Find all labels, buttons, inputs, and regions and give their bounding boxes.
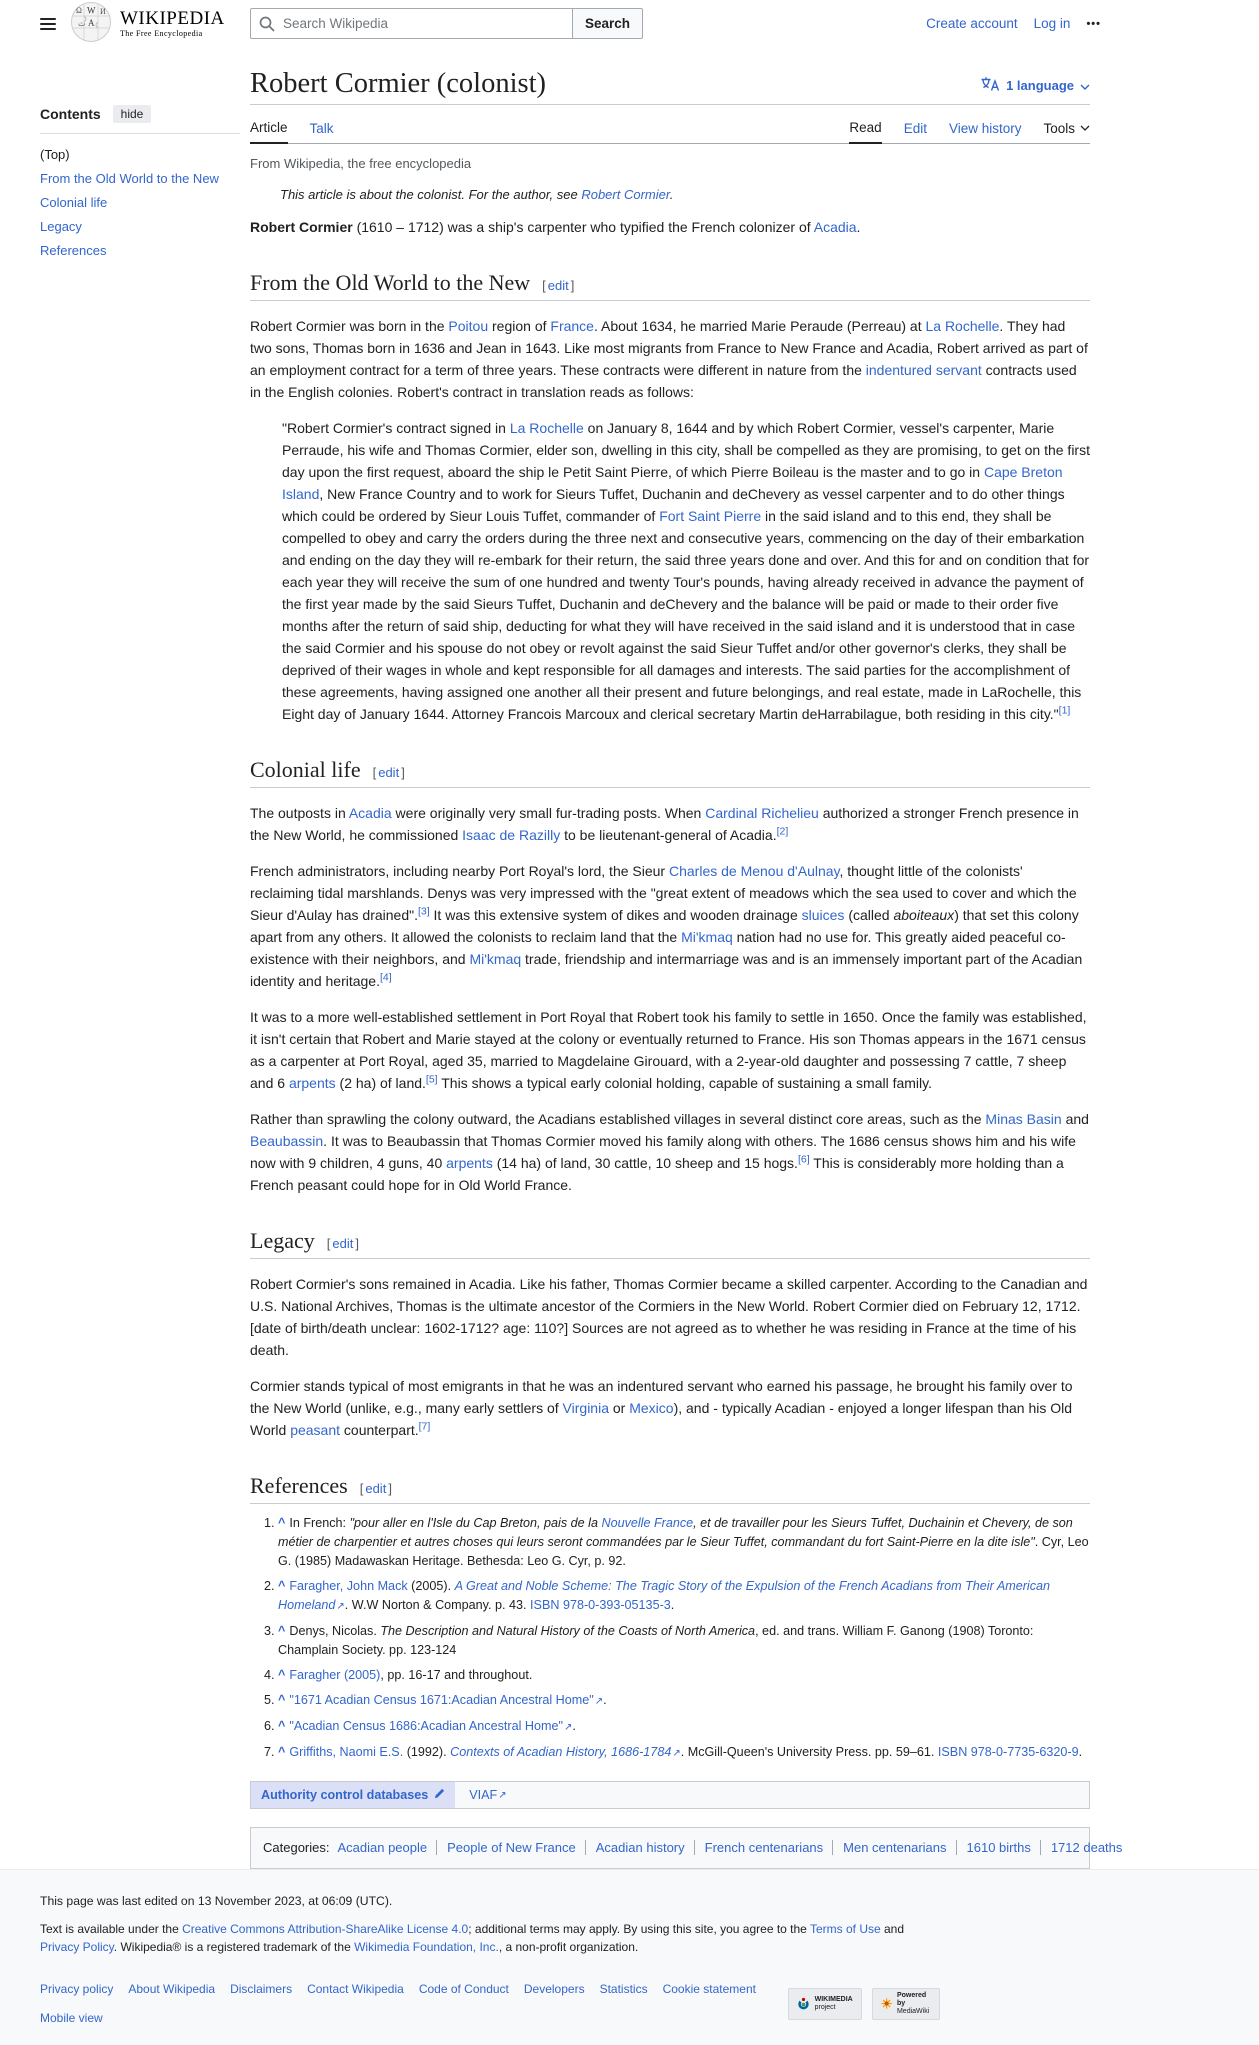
reference-item [278,1666,1090,1685]
footer-link-code-of-conduct[interactable]: Code of Conduct [418,1982,509,1997]
wiki-link[interactable]: Terms of Use [809,1922,881,1937]
paragraph [250,1375,1090,1441]
wiki-link[interactable]: Charles de Menou d'Aulnay [668,863,840,880]
wiki-link[interactable]: Acadia [813,219,857,236]
italic-text: , et de travailler pour les Sieurs Tuffet, Duchainin et Chevery, de son métier de charpentier et autres choses qui leurs seront commandées par le Sieur Tuffet, commandant du fort Saint-Pierre en la dite isle" [278,1516,1073,1550]
categories-label: Categories: [263,1840,330,1856]
create-account-link[interactable]: Create account [926,16,1018,31]
tab-talk[interactable] [310,113,334,143]
reference-sup [380,972,392,984]
wiki-link[interactable]: Cardinal Richelieu [705,805,819,822]
top-header [0,0,1259,47]
text-run: Denys, Nicolas. [289,1624,381,1639]
page-footer [0,1869,1259,2045]
jump-up-caret-link[interactable]: ^ [278,1624,286,1639]
wiki-link[interactable]: Griffiths, Naomi E.S. [289,1745,404,1760]
categories-box [250,1827,1123,1869]
authority-control-link[interactable]: Authority control databases [261,1788,429,1803]
text-run: in the said island and to this end, they shall be compelled to obey and carry the orders during the three next and consecutive years, commencing on the day of their embarkation and ending on the day they will re-embark for their return, the said three years done and over. And this for and on condition that for each year they will receive the sum of one hundred and twenty Tour's pounds, having already received in advance the payment of the first year made by the said Sieurs Tuffet, Duchanin and deChevery and the balance will be paid or made to their order five months after the return of said ship, deducting for what they will have received in the said island and it is understood that in case the said Cormier and his spouse do not obey or revolt against the said Sieur Tuffet and/or other governor's clerks, they shall be deprived of their wages in whole and kept responsible for all damages and interests. The said parties for the accomplishment of these agreements, having assigned one another all their present and future belongings, and real estate, made in LaRochelle, this Eight day of January 1644. Attorney Francois Marcoux and clerical secretary Martin deHarrabilague, both residing in this city." [282,508,1090,723]
text-run: , thought little of the colonists' reclaiming tidal marshlands. Denys was very impressed with the "great extent of meadows which the sea used to cover and which the Sieur d'Aulay has drained". [250,863,1077,924]
badge-line1: WIKIMEDIA [814,1995,853,2003]
text-run: . [1078,1745,1083,1760]
wiki-link[interactable]: A Great and Noble Scheme: The Tragic Story of the Expulsion of the French Acadians from Their American Homeland [278,1579,1051,1613]
italic-text: . [669,187,674,203]
wiki-link[interactable]: Acadia [348,805,392,822]
text-run: (14 ha) of land, 30 cattle, 10 sheep and 15 hogs. [492,1155,798,1172]
tab-label: Edit [903,120,927,136]
page-title: Robert Cormier (colonist) [250,68,547,99]
svg-text:И: И [100,7,106,16]
text-run: . [670,1598,675,1613]
text-run: Rather than sprawling the colony outward, the Acadians established villages in several distinct core areas, such as the [250,1111,986,1128]
category-link[interactable]: Men centenarians [832,1840,946,1855]
text-run: counterpart. [340,1422,419,1439]
footer-link-cookie-statement[interactable]: Cookie statement [662,1982,756,1997]
category-link[interactable]: Acadian people [337,1840,428,1856]
text-run: . About 1634, he married Marie Peraude (Perreau) at [593,318,926,335]
jump-up-caret-link[interactable]: ^ [278,1719,286,1734]
reference-item [278,1514,1090,1571]
section-heading: Colonial life [250,757,361,783]
external-link-icon[interactable]: ↗ [594,1696,604,1708]
paragraph [250,1108,1090,1196]
footer-badge[interactable] [872,1988,940,2020]
svg-text:ث: ث [78,19,86,28]
wiki-link[interactable]: "1671 Acadian Census 1671:Acadian Ancestral Home" [289,1693,594,1708]
license-note [40,1920,935,1956]
wiki-link[interactable]: Faragher, John Mack [289,1579,408,1594]
wordmark: WIKIPEDIA [120,8,225,29]
wiki-link[interactable]: peasant [290,1422,341,1439]
language-count: 1 language [1006,78,1074,94]
text-run: (2 ha) of land. [335,1075,426,1092]
search-input[interactable] [250,8,572,39]
wikipedia-globe-icon [70,1,112,46]
wiki-link[interactable]: Mexico [629,1400,674,1417]
edit-section-link[interactable]: edit [378,765,400,781]
text-run: (called [844,907,894,924]
reference-sup [1059,705,1071,717]
badge-text [897,1992,931,2016]
bracket: [ [542,278,546,294]
paragraph [250,802,1090,846]
wiki-link[interactable]: Mi'kmaq [681,929,733,946]
sidebar-item-colonial-life[interactable]: Colonial life [40,194,108,210]
edit-section-link[interactable]: edit [365,1481,387,1497]
tab-view-history[interactable] [949,113,1022,143]
wiki-link[interactable]: Privacy Policy [40,1940,114,1955]
text-run: . W.W Norton & Company. p. 43. [344,1598,531,1613]
external-link-icon[interactable]: ↗ [672,1748,681,1760]
language-selector-button[interactable] [980,76,1090,95]
wiki-link[interactable]: Virginia [562,1400,609,1417]
log-in-link[interactable]: Log in [1033,16,1071,31]
wiki-link[interactable]: Isaac de Razilly [462,827,561,844]
section-heading: References [250,1473,348,1499]
footer-links [40,1982,788,2025]
category-link[interactable]: 1610 births [956,1840,1031,1855]
svg-text:A: A [88,18,95,28]
jump-up-caret-link[interactable]: ^ [278,1516,286,1531]
category-link[interactable]: Acadian history [585,1840,685,1855]
external-link-icon: ↗ [498,1789,507,1801]
tab-edit[interactable] [904,113,927,143]
wiki-link[interactable]: Mi'kmaq [469,951,522,968]
namespace-tabs [250,113,356,143]
reference-sup [418,906,430,918]
reference-item [278,1577,1090,1616]
section-heading-row [250,757,1090,788]
footer-link-about-wikipedia[interactable]: About Wikipedia [128,1982,216,1997]
hamburger-menu-icon[interactable] [40,18,56,30]
reference-sup [798,1154,810,1166]
text-run: ; additional terms may apply. By using this site, you agree to the [468,1922,810,1937]
edit-section [540,278,576,293]
last-edited-note: This page was last edited on 13 November 2023, at 06:09 (UTC). [40,1894,393,1909]
jump-up-caret-link[interactable]: ^ [278,1579,286,1594]
main-layout [0,47,1259,1869]
reference-link[interactable]: [4] [379,971,392,984]
wiki-link[interactable]: arpents [446,1155,493,1172]
authority-control-value [455,1782,520,1808]
reference-link[interactable]: [3] [417,905,430,918]
text-run: It was this extensive system of dikes and wooden drainage [429,907,802,924]
jump-up-caret-link[interactable]: ^ [278,1693,286,1708]
tab-read[interactable] [849,113,881,144]
footer-link-developers[interactable]: Developers [523,1982,585,1997]
text-run: Cormier stands typical of most emigrants in that he was an indentured servant who earned his passage, he brought his family over to the New World (unlike, e.g., many early settlers of [250,1378,1073,1417]
text-run: on January 8, 1644 and by which Robert Cormier, vessel's carpenter, Marie Perraude, his wife and Thomas Cormier, elder son, dwelling in this city, shall be compelled as they are promising, to get on the first day upon the first request, aboard the ship le Petit Saint Pierre, of which Pierre Boileau is the master and to go in [282,420,1090,481]
article-body [250,270,1090,1763]
tab-label: Read [849,120,882,136]
section-heading-row [250,1228,1090,1259]
footer-link-contact-wikipedia[interactable]: Contact Wikipedia [307,1982,404,1997]
text-run: , a non-profit organization. [498,1940,639,1955]
text-run: . [572,1719,576,1734]
footer-link-privacy-policy[interactable]: Privacy policy [40,1982,114,1997]
text-run: , New France Country and to work for Sieurs Tuffet, Duchanin and deChevery as vessel carpenter and to do other things which could be ordered by Sieur Louis Tuffet, commander of [282,486,1065,525]
language-icon [980,76,1000,95]
references-list [250,1514,1090,1763]
wikimedia-logo-icon [797,1997,810,2010]
text-run: (1992). [403,1745,451,1760]
text-run: This shows a typical early colonial holding, capable of sustaining a small family. [437,1075,933,1092]
text-run: nation had no use for. This greatly aided peaceful co-existence with their neighbors, and [250,929,1066,968]
contents-heading: Contents [40,106,101,122]
bracket: ] [401,765,405,781]
tab-article[interactable] [250,113,288,144]
edit-section [325,1236,361,1251]
tagline: The Free Encyclopedia [120,29,203,38]
reference-link[interactable]: [1] [1058,704,1071,717]
reference-link[interactable]: [5] [425,1073,438,1086]
external-link-icon[interactable]: ↗ [336,1601,345,1613]
more-options-icon[interactable]: ••• [1086,17,1101,30]
footer-link-disclaimers[interactable]: Disclaimers [230,1982,293,1997]
edit-pencil-icon[interactable] [434,1788,445,1802]
tab-tools[interactable] [1043,113,1090,143]
footer-badge[interactable] [788,1988,862,2020]
badge-line2: MediaWiki [896,2007,930,2015]
jump-up-caret-link[interactable]: ^ [278,1745,286,1760]
text-run: "Robert Cormier's contract signed in [282,420,510,437]
text-run: authorized a stronger French presence in the New World, he commissioned [250,805,1079,844]
text-run: French administrators, including nearby Port Royal's lord, the Sieur [250,863,669,880]
text-run: to be lieutenant-general of Acadia. [560,827,777,844]
edit-section [371,765,407,780]
text-run: ), and - typically Acadian - enjoyed a longer lifespan than his Old World [250,1400,1073,1439]
search-button[interactable]: Search [572,8,643,39]
paragraph [250,1006,1090,1094]
reference-sup [777,826,789,838]
wikipedia-logo[interactable] [70,1,225,46]
text-run: . [856,219,861,236]
contents-list [40,142,240,262]
chevron-down-icon [1080,78,1090,93]
mediawiki-logo-icon [881,1997,892,2010]
edit-section [358,1481,394,1496]
text-run: Robert Cormier's sons remained in Acadia. Like his father, Thomas Cormier became a skilled carpenter. According to the Canadian and U.S. National Archives, Thomas is the ultimate ancestor of the Cormiers in the New World. Robert Cormier died on February 12, 1712. [date of birth/death unclear: 1602-1712? age: 110?] Sources are not agreed as to whether he was residing in France at the time of his death. [250,1276,1088,1359]
wiki-link[interactable]: Creative Commons Attribution-ShareAlike License 4.0 [182,1922,469,1937]
bracket: [ [372,765,377,781]
reference-sup [419,1421,431,1433]
bold-text: Robert Cormier [250,219,353,236]
hide-contents-button[interactable]: hide [113,105,152,123]
viaf-link[interactable]: VIAF [469,1788,498,1803]
bracket: ] [355,1236,359,1252]
sidebar-item-references[interactable]: References [40,242,107,258]
svg-text:Ω: Ω [76,6,82,15]
text-run: ) that set this colony apart from any others. It allowed the colonists to reclaim land that the [250,907,1079,946]
text-run: and [880,1922,905,1937]
categories-list [337,1840,1122,1855]
text-run: Text is available under the [40,1922,183,1937]
wiki-link[interactable]: Beaubassin [250,1133,324,1150]
text-run: . Wikipedia® is a registered trademark of the [113,1940,355,1955]
text-run: . Cyr, Leo G. (1985) Madawaskan Heritage. Bethesda: Leo G. Cyr, p. 92. [278,1535,1089,1569]
search-bar [250,8,643,39]
tab-label: Tools [1043,120,1075,136]
contract-blockquote [282,417,1090,725]
title-row [250,67,1090,105]
wiki-link[interactable]: France [550,318,594,335]
badge-line1: Powered by [896,1991,927,2007]
text-run: , ed. and trans. William F. Ganong (1908) Toronto: Champlain Society. pp. 123-124 [278,1624,1034,1658]
section-heading: Legacy [250,1228,315,1254]
italic-text: The Description and Natural History of the Coasts of North America [380,1624,756,1639]
wiki-link[interactable]: Minas Basin [985,1111,1062,1128]
tab-label: View history [948,120,1022,136]
italic-text: aboiteaux [893,907,955,924]
tab-label: Article [250,120,288,136]
text-run: . [603,1693,607,1708]
authority-control-label [251,1782,455,1808]
text-run: contracts used in the English colonies. Robert's contract in translation reads as follows: [250,362,1077,401]
svg-text:W: W [87,5,96,16]
text-run: Robert Cormier was born in the [250,318,449,335]
wiki-link[interactable]: Cape Breton Island [282,464,1063,503]
text-run: were originally very small fur-trading posts. When [391,805,706,822]
sidebar-item-legacy[interactable]: Legacy [40,218,82,234]
bracket: [ [326,1236,331,1252]
text-run: or [608,1400,630,1417]
reference-item [278,1743,1090,1763]
wiki-link[interactable]: indentured servant [865,362,982,379]
text-run: (1610 – 1712) was a ship's carpenter who typified the French colonizer of [352,219,814,236]
category-link[interactable]: 1712 deaths [1040,1840,1123,1855]
wiki-link[interactable]: Robert Cormier [581,187,670,203]
jump-up-caret-link[interactable]: ^ [278,1668,286,1683]
text-run: . McGill-Queen's University Press. pp. 59–61. [680,1745,938,1760]
wiki-link[interactable]: Contexts of Acadian History, 1686-1784 [450,1745,672,1760]
wiki-link[interactable]: Wikimedia Foundation, Inc. [354,1940,499,1955]
italic-text: This article is about the colonist. For the author, see [280,187,582,203]
bracket: ] [388,1481,392,1497]
text-run: This is considerably more holding than a French peasant could hope for in Old World France. [250,1155,1064,1194]
wiki-link[interactable]: Nouvelle France [601,1516,694,1531]
wiki-link[interactable]: Poitou [448,318,489,335]
wiki-link[interactable]: "Acadian Census 1686:Acadian Ancestral Home" [289,1719,563,1734]
section-heading: From the Old World to the New [250,270,531,296]
reference-item [278,1622,1090,1660]
contents-sidebar [40,47,240,262]
site-subtitle: From Wikipedia, the free encyclopedia [250,156,472,172]
text-run: , pp. 16-17 and throughout. [380,1668,533,1683]
reference-link[interactable]: [7] [418,1420,431,1433]
chevron-down-icon [1080,125,1090,131]
reference-sup [426,1074,438,1086]
wiki-link[interactable]: La Rochelle [925,318,1000,335]
footer-link-statistics[interactable]: Statistics [599,1982,648,1997]
view-tabs [827,113,1090,143]
reference-link[interactable]: [6] [797,1153,810,1166]
wiki-link[interactable]: sluices [801,907,845,924]
paragraph [250,1273,1090,1361]
paragraph [250,860,1090,992]
reference-item [278,1717,1090,1737]
sidebar-item-from-the-old-world-to-the-new[interactable]: From the Old World to the New [40,170,219,186]
wiki-link[interactable]: Fort Saint Pierre [659,508,762,525]
text-run: It was to a more well-established settlement in Port Royal that Robert took his family to settle in 1650. Once the family was established, it isn't certain that Robert and Marie stayed at the colony or eventually returned to France. His son Thomas appears in the 1671 census as a carpenter at Port Royal, aged 35, married to Magdelaine Girouard, with a 2-year-old daughter and possessing 7 cattle, 7 sheep and 6 [250,1009,1087,1092]
edit-section-link[interactable]: edit [332,1236,354,1252]
lead-paragraph [250,216,1090,238]
text-run: and [1061,1111,1089,1128]
edit-section-link[interactable]: edit [547,278,569,294]
bracket: [ [359,1481,364,1497]
reference-item [278,1691,1090,1711]
article-content [250,47,1123,1869]
tab-label: Talk [309,120,334,136]
reference-link[interactable]: [2] [776,825,789,838]
page-tabs [250,113,1090,144]
wiki-link[interactable]: La Rochelle [509,420,584,437]
paragraph [250,315,1090,403]
badge-text [815,1996,853,2012]
text-run: The outposts in [250,805,349,822]
italic-text: "pour aller en l'Isle du Cap Breton, pais de la [349,1516,602,1531]
hatnote [280,187,1090,202]
category-link[interactable]: French centenarians [694,1840,824,1855]
section-heading-row [250,1473,1090,1504]
external-link-icon[interactable]: ↗ [563,1722,573,1734]
header-user-links [926,0,1101,47]
text-run: trade, friendship and intermarriage was and is an immensely important part of the Acadian identity and heritage. [250,951,1083,990]
text-run: . It was to Beaubassin that Thomas Cormier moved his family along with others. The 1686 census shows him and his wife now with 9 children, 4 guns, 40 [250,1133,1076,1172]
footer-link-mobile-view[interactable]: Mobile view [40,2011,103,2026]
sidebar-item--top-[interactable]: (Top) [40,146,70,162]
wiki-link[interactable]: arpents [288,1075,336,1092]
text-run: region of [488,318,551,335]
wiki-link[interactable]: ISBN 978-0-7735-6320-9 [937,1745,1079,1760]
text-run: In French: [289,1516,350,1531]
text-run: . They had two sons, Thomas born in 1636 and Jean in 1643. Like most migrants from France to New France and Acadia, Robert arrived as part of an employment contract for a term of three years. These contracts were different in nature from the [250,318,1088,379]
wiki-link[interactable]: Faragher (2005) [289,1668,381,1683]
section-heading-row [250,270,1090,301]
category-link[interactable]: People of New France [436,1840,576,1855]
contents-header [40,105,240,134]
wiki-link[interactable]: ISBN 978-0-393-05135-3 [530,1598,671,1613]
footer-badges [788,1988,940,2020]
text-run: (2005). [407,1579,455,1594]
bracket: ] [570,278,575,294]
badge-line2: project [814,2003,836,2011]
authority-control-box [250,1781,1090,1809]
